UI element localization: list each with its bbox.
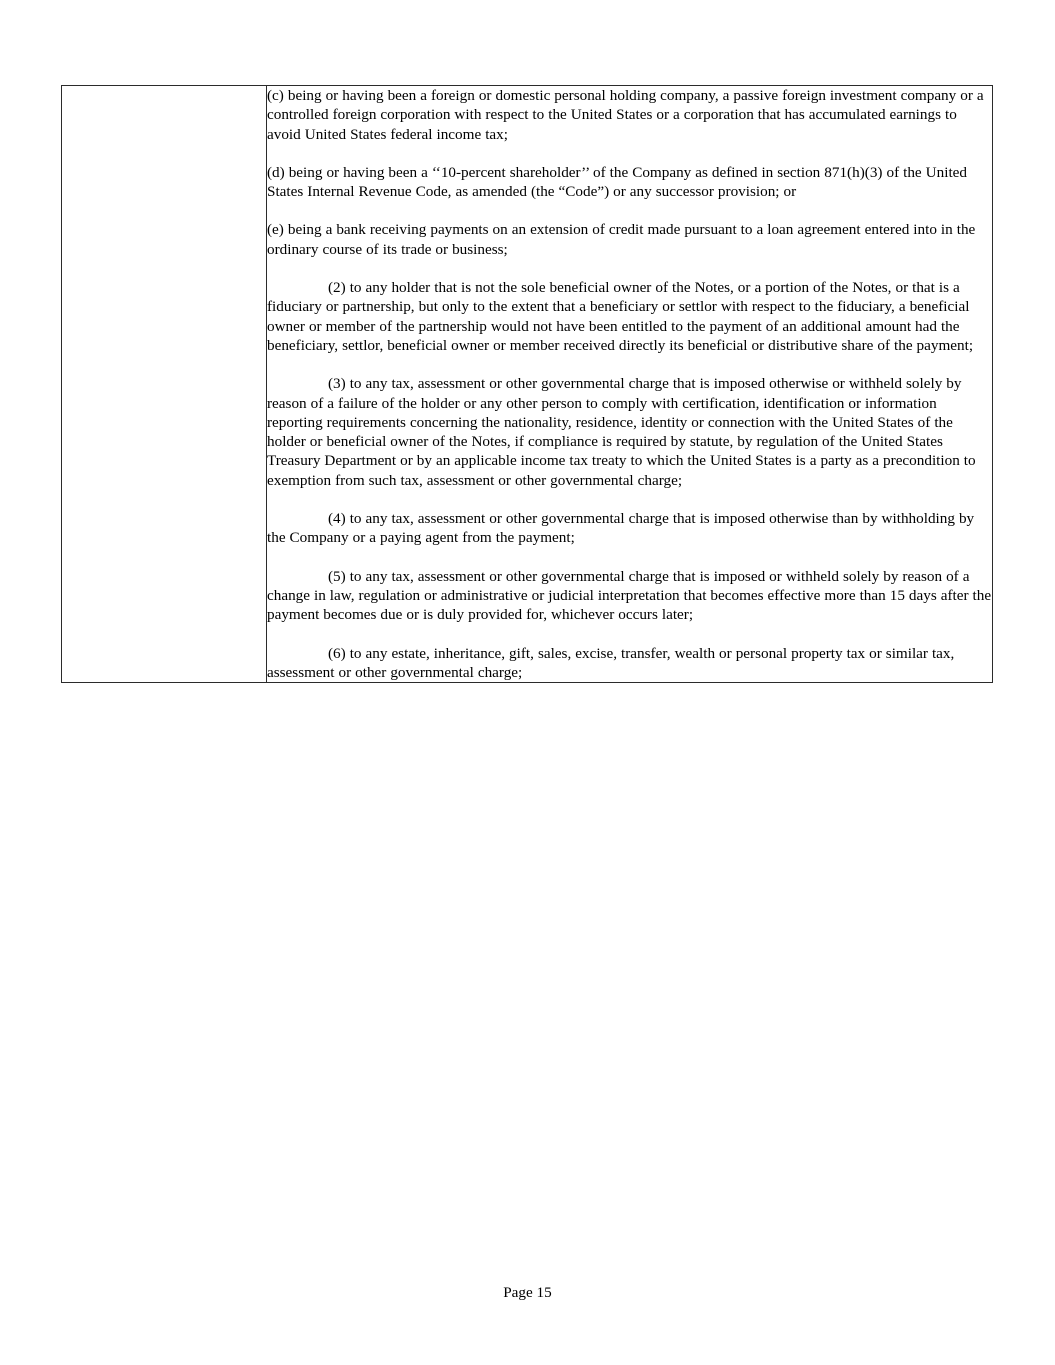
page-number-footer: Page 15 [503, 1284, 552, 1301]
clause-paragraph-e: (e) being a bank receiving payments on an extension of credit made pursuant to a loan agreement entered into in the ordinary course of its trade or business; [267, 221, 976, 258]
table-row [62, 86, 993, 683]
table-cell-right-content [267, 86, 993, 683]
document-table [61, 85, 993, 683]
clause-paragraph-d: (d) being or having been a ‘‘10-percent shareholder’’ of the Company as defined in section 871(h)(3) of the United States Internal Revenue Code, as amended (the “Code”) or any successor provision; or [267, 163, 968, 201]
clause-paragraph-6: (6) to any estate, inheritance, gift, sales, excise, transfer, wealth or personal property tax or similar tax, assessment or other governmental charge; [267, 644, 955, 681]
clause-paragraph-4: (4) to any tax, assessment or other governmental charge that is imposed otherwise than by withholding by the Company or a paying agent from the payment; [267, 510, 975, 547]
clause-paragraph-c: (c) being or having been a foreign or domestic personal holding company, a passive foreign investment company or a controlled foreign corporation with respect to the United States or a corporation that has accumulated earnings to avoid United States federal income tax; [267, 87, 984, 143]
clause-paragraph-2: (2) to any holder that is not the sole beneficial owner of the Notes, or a portion of the Notes, or that is a fiduciary or partnership, but only to the extent that a beneficiary or settlor with respect to the fiduciary, a beneficial owner or member of the partnership would not have been entitled to the payment of an additional amount had the beneficiary, settlor, beneficial owner or member received directly its beneficial or distributive share of the payment; [267, 279, 974, 354]
table-cell-left-empty [62, 86, 267, 683]
clause-paragraph-3: (3) to any tax, assessment or other governmental charge that is imposed otherwise or withheld solely by reason of a failure of the holder or any other person to comply with certification, identification or information reporting requirements concerning the nationality, residence, identity or connection with the United States of the holder or beneficial owner of the Notes, if compliance is required by statute, by regulation of the United States Treasury Department or by an applicable income tax treaty to which the United States is a party as a precondition to exemption from such tax, assessment or other governmental charge; [267, 375, 976, 489]
clause-paragraph-5: (5) to any tax, assessment or other governmental charge that is imposed or withheld solely by reason of a change in law, regulation or administrative or judicial interpretation that becomes effective more than 15 days after the payment becomes due or is duly provided for, whichever occurs later; [267, 567, 992, 624]
empty-cell-spacer [62, 86, 266, 87]
table-body [62, 86, 993, 683]
